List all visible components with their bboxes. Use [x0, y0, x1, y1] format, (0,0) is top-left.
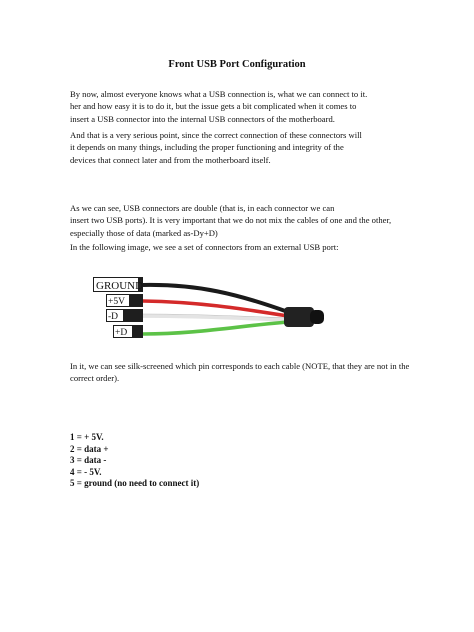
vcc-label: +5V [108, 297, 125, 307]
pin-assignment-list [70, 432, 199, 490]
paragraph-line: insert two USB ports). It is very important that we do not mix the cables of one and the other, [70, 215, 392, 226]
paragraph-importance [70, 129, 415, 166]
pin-item: 1 = + 5V. [70, 432, 104, 442]
paragraph-line: correct order). [70, 373, 120, 384]
pin-item: 5 = ground (no need to connect it) [70, 478, 200, 489]
paragraph-line: And that is a very serious point, since the correct connection of these connectors will [70, 130, 362, 140]
ground-label: GROUND [96, 280, 144, 292]
paragraph-image-intro [70, 241, 415, 253]
paragraph-line: her and how easy it is to do it, but the issue gets a bit complicated when it comes to [70, 101, 357, 112]
paragraph-silkscreen-note [70, 360, 415, 385]
document-title: Front USB Port Configuration [168, 59, 306, 70]
cable-jacket [310, 310, 324, 324]
data-minus-label: -D [108, 312, 119, 322]
cable-plug [284, 307, 314, 327]
paragraph-line: devices that connect later and from the motherboard itself. [70, 154, 271, 165]
paragraph-line: insert a USB connector into the internal USB connectors of the motherboard. [70, 113, 335, 124]
usb-connector-photo [88, 272, 333, 357]
pin-item: 3 = data - [70, 455, 107, 466]
data-plus-label: +D [115, 328, 128, 338]
black-wire [143, 285, 288, 312]
white-wire [143, 316, 288, 320]
paragraph-line: In it, we can see silk-screened which pin corresponds to each cable (NOTE, that they are not in the [70, 361, 410, 371]
paragraph-line: In the following image, we see a set of connectors from an external USB port: [70, 242, 339, 252]
pin-item: 4 = - 5V. [70, 466, 102, 477]
pin-item: 2 = data + [70, 443, 109, 454]
paragraph-line: As we can see, USB connectors are double (that is, in each connector we can [70, 203, 335, 213]
paragraph-intro [70, 88, 415, 125]
paragraph-line: By now, almost everyone knows what a USB connection is, what we can connect to it. [70, 89, 368, 99]
green-wire [143, 322, 288, 334]
paragraph-line: especially those of data (marked as-Dy+D) [70, 227, 218, 238]
paragraph-double-connectors [70, 202, 415, 239]
paragraph-line: it depends on many things, including the proper functioning and integrity of the [70, 142, 344, 153]
